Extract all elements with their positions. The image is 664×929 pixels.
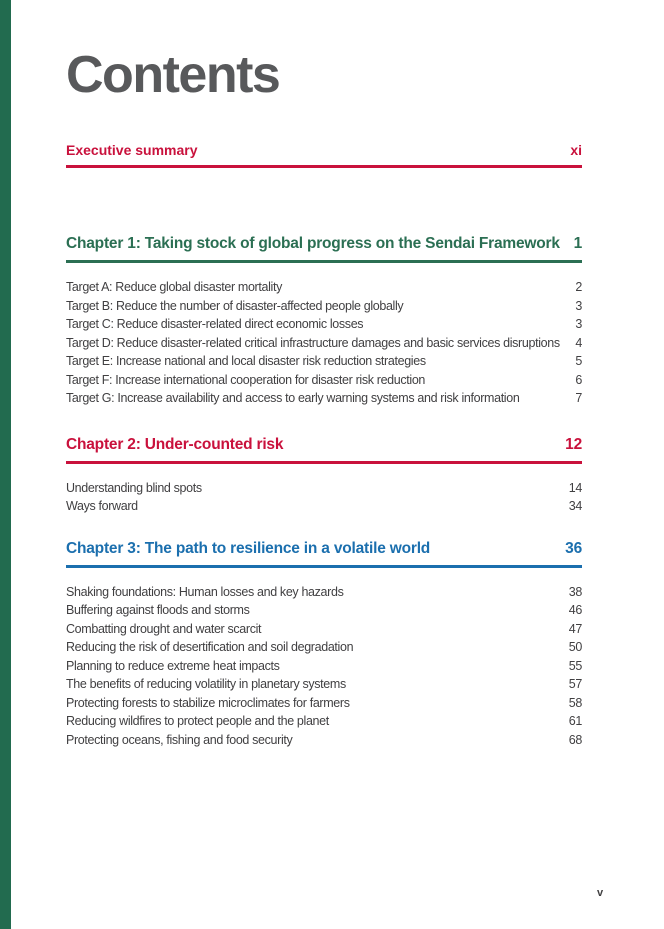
entry-page-number: 50 [568, 640, 582, 654]
toc-entry-reducing-wildfires[interactable] [66, 712, 582, 731]
entry-page-number: 3 [575, 298, 582, 313]
entry-page-number: 57 [568, 677, 582, 691]
entry-page-number: 6 [575, 372, 582, 387]
toc-entry-combatting-drought[interactable] [66, 620, 582, 639]
entry-label: Protecting forests to stabilize microclimates for farmers [66, 695, 350, 710]
entry-label: Protecting oceans, fishing and food security [66, 732, 293, 747]
toc-entry-shaking-foundations[interactable] [66, 583, 582, 602]
chapter-2-section [66, 436, 582, 516]
entry-page-number: 68 [568, 732, 582, 747]
entry-label: Combatting drought and water scarcit [66, 621, 262, 636]
executive-summary-label: Executive summary [66, 142, 198, 158]
entry-label: Target D: Reduce disaster-related critical infrastructure damages and basic services disruptions [66, 335, 560, 350]
toc-entry-target-a[interactable] [66, 278, 582, 297]
chapter-1-section [66, 235, 582, 408]
chapter-2-page-number: 12 [565, 435, 582, 453]
toc-entry-target-d[interactable] [66, 334, 582, 353]
entry-label: Reducing wildfires to protect people and the planet [66, 714, 329, 728]
chapter-2-entries [66, 479, 582, 516]
toc-entry-planetary-systems[interactable] [66, 675, 582, 694]
entry-page-number: 7 [575, 391, 582, 405]
entry-label: Reducing the risk of desertification and soil degradation [66, 640, 354, 654]
entry-label: Target F: Increase international cooperation for disaster risk reduction [66, 372, 426, 387]
toc-entry-understanding-blind-spots[interactable] [66, 479, 582, 498]
toc-entry-protecting-forests[interactable] [66, 694, 582, 713]
chapter-1-page-number: 1 [573, 235, 582, 252]
entry-page-number: 58 [568, 695, 582, 710]
chapter-3-section [66, 540, 582, 750]
chapter-2-title: Chapter 2: Under-counted risk [66, 435, 284, 453]
toc-entry-target-c[interactable] [66, 315, 582, 334]
entry-label: The benefits of reducing volatility in planetary systems [66, 677, 346, 691]
chapter-2-heading-row[interactable] [66, 436, 582, 464]
toc-entry-target-b[interactable] [66, 297, 582, 316]
entry-page-number: 4 [575, 335, 582, 350]
page-title: Contents [66, 46, 280, 104]
chapter-3-title: Chapter 3: The path to resilience in a volatile world [66, 539, 431, 557]
entry-label: Planning to reduce extreme heat impacts [66, 658, 280, 673]
entry-label: Target E: Increase national and local disaster risk reduction strategies [66, 354, 426, 368]
entry-label: Target G: Increase availability and access to early warning systems and risk information [66, 391, 520, 405]
toc-entry-extreme-heat[interactable] [66, 657, 582, 676]
toc-entry-target-g[interactable] [66, 389, 582, 408]
entry-label: Target C: Reduce disaster-related direct economic losses [66, 317, 364, 331]
entry-label: Ways forward [66, 499, 138, 513]
entry-label: Buffering against floods and storms [66, 603, 250, 617]
entry-page-number: 14 [568, 480, 582, 495]
entry-page-number: 3 [575, 317, 582, 331]
entry-label: Shaking foundations: Human losses and key hazards [66, 584, 344, 599]
entry-page-number: 46 [568, 603, 582, 617]
entry-page-number: 47 [568, 621, 582, 636]
entry-page-number: 2 [575, 280, 582, 294]
entry-page-number: 5 [575, 354, 582, 368]
entry-page-number: 34 [568, 499, 582, 513]
toc-executive-summary-row[interactable] [66, 142, 582, 168]
chapter-3-page-number: 36 [565, 539, 582, 557]
page-edge-accent-bar [0, 0, 11, 929]
folio-page-number: v [597, 887, 604, 899]
contents-page [66, 0, 582, 749]
toc-entry-buffering-floods[interactable] [66, 601, 582, 620]
toc-entry-ways-forward[interactable] [66, 497, 582, 516]
entry-label: Target B: Reduce the number of disaster-affected people globally [66, 298, 404, 313]
chapter-3-entries [66, 583, 582, 750]
chapter-1-title: Chapter 1: Taking stock of global progress on the Sendai Framework [66, 235, 560, 252]
toc-entry-target-f[interactable] [66, 371, 582, 390]
entry-label: Understanding blind spots [66, 480, 202, 495]
toc-entry-target-e[interactable] [66, 352, 582, 371]
toc-entry-protecting-oceans[interactable] [66, 731, 582, 750]
toc-entry-desertification[interactable] [66, 638, 582, 657]
chapter-1-heading-row[interactable] [66, 235, 582, 263]
entry-page-number: 61 [568, 714, 582, 728]
entry-page-number: 38 [568, 584, 582, 599]
chapter-1-entries [66, 278, 582, 408]
chapter-3-heading-row[interactable] [66, 540, 582, 568]
entry-page-number: 55 [568, 658, 582, 673]
entry-label: Target A: Reduce global disaster mortality [66, 280, 282, 294]
executive-summary-page-number: xi [570, 142, 582, 158]
